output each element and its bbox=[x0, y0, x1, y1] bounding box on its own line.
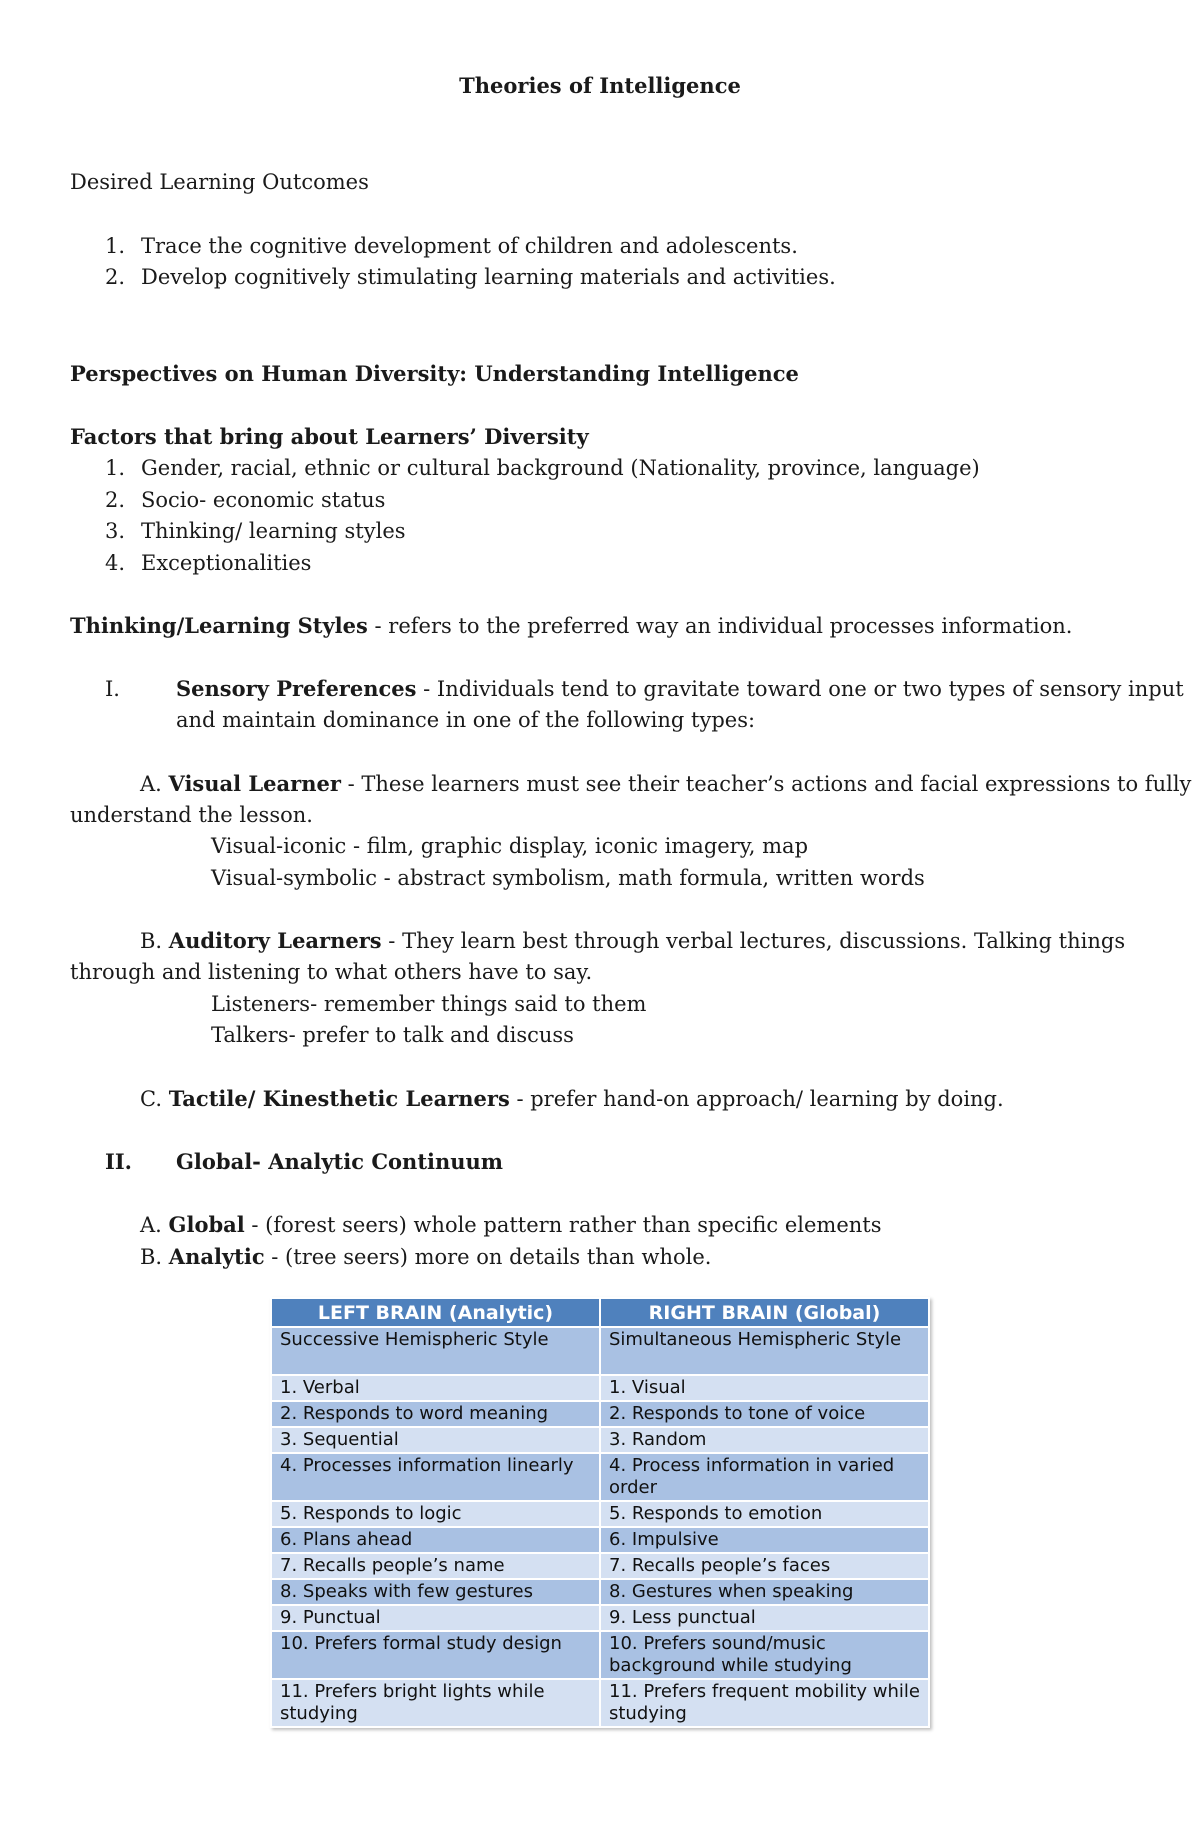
list-item-number: 3. bbox=[105, 519, 126, 543]
visual-learner-text: - These learners must see their teacher’s actions and facial expressions to fully bbox=[340, 772, 1192, 796]
table-cell: 5. Responds to emotion bbox=[600, 1501, 929, 1527]
left-brain-header: LEFT BRAIN (Analytic) bbox=[271, 1298, 600, 1327]
table-cell: 2. Responds to word meaning bbox=[271, 1401, 600, 1427]
list-item-number: 2. bbox=[105, 488, 126, 512]
thinking-styles-paragraph bbox=[70, 612, 1072, 640]
list-item: Develop cognitively stimulating learning materials and activities. bbox=[141, 265, 836, 289]
list-item-number: 1. bbox=[105, 456, 126, 480]
perspectives-heading: Perspectives on Human Diversity: Understanding Intelligence bbox=[70, 361, 799, 386]
tactile-learners-text: - prefer hand-on approach/ learning by doing. bbox=[509, 1087, 1004, 1111]
table-cell: 1. Visual bbox=[600, 1375, 929, 1401]
table-row bbox=[271, 1553, 929, 1579]
table-cell: 3. Random bbox=[600, 1427, 929, 1453]
talkers: Talkers- prefer to talk and discuss bbox=[211, 1023, 574, 1047]
auditory-learners-paragraph bbox=[140, 927, 1125, 955]
analytic-text: - (tree seers) more on details than whole. bbox=[264, 1245, 712, 1269]
auditory-learners-text: - They learn best through verbal lectures, discussions. Talking things bbox=[381, 929, 1126, 953]
listeners: Listeners- remember things said to them bbox=[211, 992, 647, 1016]
list-item-number: 1. bbox=[105, 234, 126, 258]
factors-heading: Factors that bring about Learners’ Diversity bbox=[70, 424, 589, 449]
list-item-number: 2. bbox=[105, 265, 126, 289]
table-cell: 3. Sequential bbox=[271, 1427, 600, 1453]
list-item: Gender, racial, ethnic or cultural background (Nationality, province, language) bbox=[141, 456, 980, 480]
item-letter: A. bbox=[140, 772, 162, 796]
table-row bbox=[271, 1401, 929, 1427]
table-row bbox=[271, 1453, 929, 1501]
sensory-preferences-paragraph bbox=[176, 675, 1184, 703]
global-text: - (forest seers) whole pattern rather than specific elements bbox=[244, 1213, 882, 1237]
global-analytic-heading: Global- Analytic Continuum bbox=[176, 1149, 504, 1174]
table-row bbox=[271, 1679, 929, 1727]
table-row bbox=[271, 1327, 929, 1375]
global-term: Global bbox=[168, 1212, 245, 1237]
table-cell: 8. Speaks with few gestures bbox=[271, 1579, 600, 1605]
item-letter: B. bbox=[140, 929, 163, 953]
table-row bbox=[271, 1579, 929, 1605]
table-row bbox=[271, 1501, 929, 1527]
table-cell: 9. Punctual bbox=[271, 1605, 600, 1631]
thinking-styles-definition: - refers to the preferred way an individual processes information. bbox=[367, 614, 1073, 638]
list-item: Socio- economic status bbox=[141, 488, 386, 512]
table-cell: 4. Processes information linearly bbox=[271, 1453, 600, 1501]
auditory-learners-text-cont: through and listening to what others have to say. bbox=[70, 960, 593, 984]
visual-iconic: Visual-iconic - film, graphic display, iconic imagery, map bbox=[211, 834, 809, 858]
right-brain-header: RIGHT BRAIN (Global) bbox=[600, 1298, 929, 1327]
visual-learner-paragraph bbox=[140, 770, 1191, 798]
table-cell: 4. Process information in varied order bbox=[600, 1453, 929, 1501]
table-cell: 5. Responds to logic bbox=[271, 1501, 600, 1527]
table-row bbox=[271, 1427, 929, 1453]
tactile-learners-paragraph bbox=[140, 1085, 1004, 1113]
table-cell: Simultaneous Hemispheric Style bbox=[600, 1327, 929, 1375]
sensory-preferences-text: - Individuals tend to gravitate toward one or two types of sensory input bbox=[416, 677, 1184, 701]
list-item: Trace the cognitive development of children and adolescents. bbox=[141, 234, 798, 258]
sensory-preferences-text-cont: and maintain dominance in one of the following types: bbox=[176, 708, 756, 732]
table-cell: 11. Prefers bright lights while studying bbox=[271, 1679, 600, 1727]
table-cell: 6. Plans ahead bbox=[271, 1527, 600, 1553]
section-numeral: I. bbox=[105, 677, 120, 701]
item-letter: C. bbox=[140, 1087, 162, 1111]
list-item: Exceptionalities bbox=[141, 551, 312, 575]
outcomes-heading: Desired Learning Outcomes bbox=[70, 170, 369, 194]
visual-learner-text-cont: understand the lesson. bbox=[70, 803, 313, 827]
analytic-paragraph bbox=[140, 1243, 711, 1271]
table-cell: 10. Prefers formal study design bbox=[271, 1631, 600, 1679]
global-paragraph bbox=[140, 1211, 882, 1239]
table-cell: 7. Recalls people’s name bbox=[271, 1553, 600, 1579]
brain-comparison-table bbox=[270, 1297, 930, 1728]
visual-learner-term: Visual Learner bbox=[168, 771, 341, 796]
table-cell: 9. Less punctual bbox=[600, 1605, 929, 1631]
item-letter: A. bbox=[140, 1213, 162, 1237]
item-letter: B. bbox=[140, 1245, 163, 1269]
tactile-learners-term: Tactile/ Kinesthetic Learners bbox=[168, 1086, 510, 1111]
list-item-number: 4. bbox=[105, 551, 126, 575]
visual-symbolic: Visual-symbolic - abstract symbolism, math formula, written words bbox=[211, 866, 925, 890]
list-item: Thinking/ learning styles bbox=[141, 519, 406, 543]
table-cell: 1. Verbal bbox=[271, 1375, 600, 1401]
table-cell: 6. Impulsive bbox=[600, 1527, 929, 1553]
sensory-preferences-term: Sensory Preferences bbox=[176, 676, 417, 701]
table-cell: 10. Prefers sound/music background while studying bbox=[600, 1631, 929, 1679]
table-row bbox=[271, 1527, 929, 1553]
table-row bbox=[271, 1631, 929, 1679]
table-row bbox=[271, 1375, 929, 1401]
table-cell: 7. Recalls people’s faces bbox=[600, 1553, 929, 1579]
table-cell: 11. Prefers frequent mobility while studying bbox=[600, 1679, 929, 1727]
table-cell: 8. Gestures when speaking bbox=[600, 1579, 929, 1605]
table-cell: 2. Responds to tone of voice bbox=[600, 1401, 929, 1427]
table-row bbox=[271, 1605, 929, 1631]
thinking-styles-term: Thinking/Learning Styles bbox=[70, 613, 368, 638]
table-cell: Successive Hemispheric Style bbox=[271, 1327, 600, 1375]
section-numeral: II. bbox=[105, 1149, 132, 1174]
table-header-row bbox=[271, 1298, 929, 1327]
analytic-term: Analytic bbox=[168, 1244, 265, 1269]
auditory-learners-term: Auditory Learners bbox=[168, 928, 382, 953]
page-title: Theories of Intelligence bbox=[459, 73, 741, 98]
